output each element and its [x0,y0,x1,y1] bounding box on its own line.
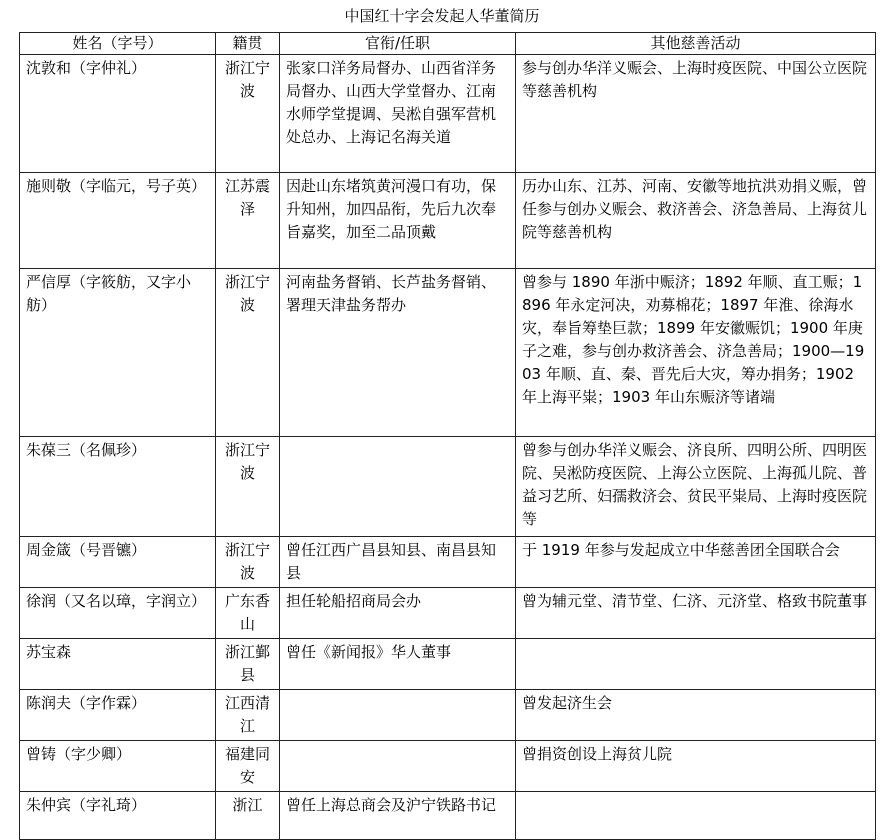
table-row [20,437,876,537]
cell-posts: 河南盐务督销、长芦盐务督销、署理天津盐务帮办 [280,269,516,437]
cell-name: 徐润（又名以璋，字润立） [20,588,216,639]
cell-posts: 曾任《新闻报》华人董事 [280,639,516,690]
header-origin: 籍贯 [216,33,280,55]
table-row [20,173,876,269]
cell-charity: 曾参与创办华洋义赈会、济良所、四明公所、四明医院、吴淞防疫医院、上海公立医院、上海孤儿院、普益习艺所、妇孺救济会、贫民平粜局、上海时疫医院等 [516,437,876,537]
cell-charity [516,792,876,840]
cell-name: 沈敦和（字仲礼） [20,55,216,173]
table-row [20,269,876,437]
cell-origin: 浙江鄞县 [216,639,280,690]
table-row [20,588,876,639]
cell-origin: 浙江宁波 [216,437,280,537]
cell-name: 曾铸（字少卿） [20,741,216,792]
table-row [20,690,876,741]
cell-origin: 浙江宁波 [216,537,280,588]
cell-name: 周金箴（号晋镳） [20,537,216,588]
cell-origin: 福建同安 [216,741,280,792]
cell-origin: 江苏震泽 [216,173,280,269]
cell-posts [280,741,516,792]
cell-name: 严信厚（字筱舫，又字小舫） [20,269,216,437]
cell-posts: 曾任江西广昌县知县、南昌县知县 [280,537,516,588]
cell-charity: 历办山东、江苏、河南、安徽等地抗洪劝捐义赈，曾任参与创办义赈会、救济善会、济急善局、上海贫儿院等慈善机构 [516,173,876,269]
cell-charity: 曾发起济生会 [516,690,876,741]
table-row [20,792,876,840]
cell-charity: 曾捐资创设上海贫儿院 [516,741,876,792]
cell-origin: 浙江宁波 [216,269,280,437]
cell-charity: 曾为辅元堂、清节堂、仁济、元济堂、格致书院董事 [516,588,876,639]
cell-name: 朱仲宾（字礼琦） [20,792,216,840]
cell-charity [516,639,876,690]
table-row [20,55,876,173]
table-row [20,639,876,690]
table-title: 中国红十字会发起人华董简历 [344,7,540,25]
header-name: 姓名（字号） [20,33,216,55]
cell-origin: 江西清江 [216,690,280,741]
table-row [20,537,876,588]
cell-posts: 张家口洋务局督办、山西省洋务局督办、山西大学堂督办、江南水师学堂提调、吴淞自强军营机处总办、上海记名海关道 [280,55,516,173]
cell-posts: 曾任上海总商会及沪宁铁路书记 [280,792,516,840]
cell-name: 朱葆三（名佩珍） [20,437,216,537]
cell-charity: 曾参与 1890 年浙中赈济；1892 年顺、直工赈；1896 年永定河决，劝募棉花；1897 年淮、徐海水灾，奉旨筹垫巨款；1899 年安徽赈饥；1900 年庚子之难，参与创办救济善会、济急善局；1900—1903 年顺、直、秦、晋先后大灾，筹办捐务；1902 年上海平粜；1903 年山东赈济等诸端 [516,269,876,437]
cell-posts [280,690,516,741]
cell-posts: 因赴山东堵筑黄河漫口有功，保升知州，加四品衔，先后九次奉旨嘉奖，加至二品顶戴 [280,173,516,269]
cell-origin: 浙江宁波 [216,55,280,173]
cell-name: 陈润夫（字作霖） [20,690,216,741]
cell-origin: 广东香山 [216,588,280,639]
cell-posts [280,437,516,537]
header-charity: 其他慈善活动 [516,33,876,55]
biography-table [19,32,876,840]
cell-charity: 于 1919 年参与发起成立中华慈善团全国联合会 [516,537,876,588]
cell-name: 施则敬（字临元，号子英） [20,173,216,269]
cell-origin: 浙江 [216,792,280,840]
table-row [20,741,876,792]
cell-posts: 担任轮船招商局会办 [280,588,516,639]
header-posts: 官衔/任职 [280,33,516,55]
header-row [20,33,876,55]
cell-charity: 参与创办华洋义赈会、上海时疫医院、中国公立医院等慈善机构 [516,55,876,173]
cell-name: 苏宝森 [20,639,216,690]
